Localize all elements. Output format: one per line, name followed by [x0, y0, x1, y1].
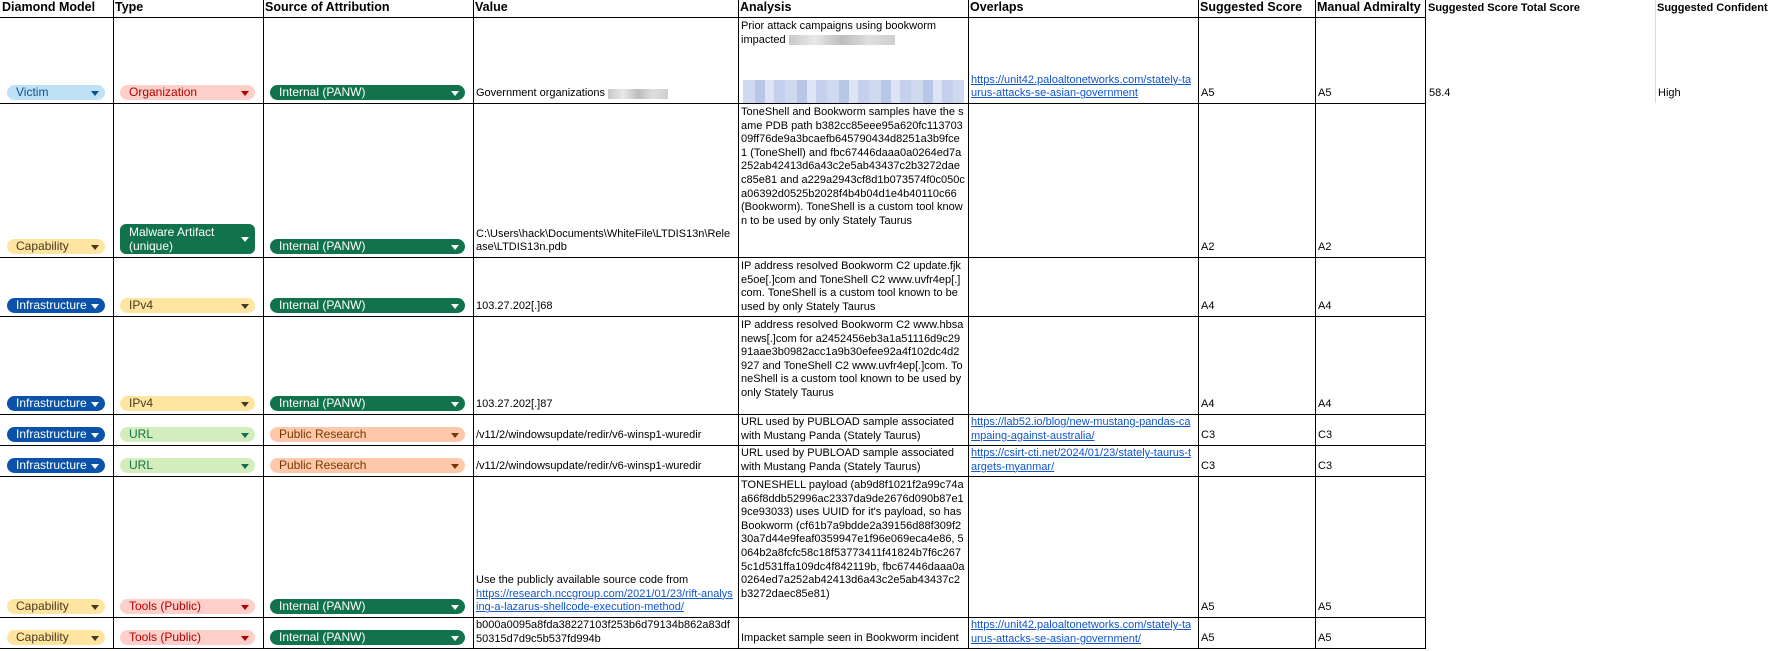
chevron-down-icon — [241, 605, 249, 610]
value-link[interactable]: https://research.nccgroup.com/2021/01/23/rift-analysing-a-lazarus-shellcode-execution-method/ — [476, 587, 733, 614]
chevron-down-icon — [451, 245, 459, 250]
cell-diamond[interactable] — [0, 316, 113, 414]
cell-value[interactable] — [473, 17, 738, 103]
chevron-down-icon — [91, 245, 99, 250]
header-suggested-score[interactable]: Suggested Score — [1200, 0, 1303, 14]
dropdown-label: Capability — [16, 599, 69, 613]
total-text: 58.4 — [1429, 87, 1451, 100]
cell-type[interactable] — [113, 445, 263, 476]
grid-line — [0, 617, 1426, 618]
type-dropdown[interactable] — [120, 630, 255, 645]
header-confidence[interactable]: Suggested Confident — [1657, 2, 1768, 14]
value-text: C:\Users\hack\Documents\WhiteFile\LTDIS13n\Release\LTDIS13n.pdb — [476, 227, 731, 254]
source-dropdown[interactable] — [270, 239, 465, 254]
chevron-down-icon — [451, 304, 459, 309]
dropdown-label: Organization — [129, 85, 198, 99]
analysis-text: TONESHELL payload (ab9d8f1021f2a99c74aa66f8ddb52996ac2337da9de2676d090b87e19ce93033) uses UUID for it's payload, so has Bookworm (cf61b7a9bdde2a39156d88f309f230a7d44e9feaf0359947e1f96e069eca4e86, 5064b2a8fcfc58c18f53773411f41824b7f6c2675c1d531ffa109dc4f842119b, fbc67446daaa0a0264ed7a252ab42413d6a43c2e5ab43437c2b3272daec85e81) — [741, 479, 965, 600]
cell-diamond[interactable] — [0, 617, 113, 648]
cell-value[interactable] — [473, 316, 738, 414]
score-text: A5 — [1201, 87, 1215, 100]
grid-line — [263, 0, 264, 648]
dropdown-label: Internal (PANW) — [279, 599, 366, 613]
score-text: A4 — [1201, 300, 1215, 313]
cell-total[interactable] — [1426, 17, 1655, 103]
dropdown-label: Capability — [16, 239, 69, 253]
cell-diamond[interactable] — [0, 414, 113, 445]
cell-source[interactable] — [263, 414, 473, 445]
admiralty-text: A4 — [1318, 398, 1332, 411]
analysis-text: IP address resolved Bookworm C2 update.fjke5oe[.]com and ToneShell C2 www.uvfr4ep[.]com. ToneShell is a custom tool known to be used by only Stately Taurus — [741, 260, 961, 313]
source-dropdown[interactable] — [270, 427, 465, 442]
dropdown-label: Malware Artifact (unique) — [129, 225, 215, 253]
analysis-text: URL used by PUBLOAD sample associated with Mustang Panda (Stately Taurus) — [741, 416, 954, 442]
chevron-down-icon — [91, 91, 99, 96]
score-text: C3 — [1201, 460, 1216, 473]
score-text: A4 — [1201, 398, 1215, 411]
dropdown-label: Internal (PANW) — [279, 239, 366, 253]
cell-source[interactable] — [263, 17, 473, 103]
cell-score[interactable] — [1198, 476, 1315, 617]
admiralty-text: A2 — [1318, 241, 1332, 254]
analysis-text: Prior attack campaigns using bookworm impacted — [741, 20, 937, 46]
redacted-block — [789, 35, 895, 45]
type-dropdown[interactable] — [120, 396, 255, 411]
dropdown-label: Tools (Public) — [129, 599, 202, 613]
admiralty-text: C3 — [1318, 460, 1333, 473]
dropdown-label: Internal (PANW) — [279, 85, 366, 99]
cell-source[interactable] — [263, 103, 473, 257]
cell-diamond[interactable] — [0, 257, 113, 316]
overlaps-link[interactable]: https://unit42.paloaltonetworks.com/stately-taurus-attacks-se-asian-government — [971, 73, 1192, 100]
type-dropdown[interactable] — [120, 224, 255, 254]
grid-line — [738, 0, 739, 648]
dropdown-label: Internal (PANW) — [279, 396, 366, 410]
dropdown-label: Internal (PANW) — [279, 630, 366, 644]
cell-source[interactable] — [263, 445, 473, 476]
cell-analysis[interactable] — [738, 414, 968, 445]
cell-value[interactable] — [473, 257, 738, 316]
chevron-down-icon — [451, 402, 459, 407]
dropdown-label: Tools (Public) — [129, 630, 202, 644]
cell-admiralty[interactable] — [1315, 414, 1425, 445]
cell-type[interactable] — [113, 476, 263, 617]
grid-line — [0, 476, 1426, 477]
header-type[interactable]: Type — [115, 0, 144, 14]
overlaps-link[interactable]: https://csirt-cti.net/2024/01/23/stately-taurus-targets-myanmar/ — [971, 447, 1192, 473]
chevron-down-icon — [241, 402, 249, 407]
overlaps-link[interactable]: https://unit42.paloaltonetworks.com/stately-taurus-attacks-se-asian-government/ — [971, 619, 1192, 645]
diamond-dropdown[interactable] — [7, 396, 105, 411]
cell-analysis[interactable] — [738, 257, 968, 316]
chevron-down-icon — [451, 91, 459, 96]
source-dropdown[interactable] — [270, 298, 465, 313]
cell-value[interactable] — [473, 103, 738, 257]
cell-admiralty[interactable] — [1315, 617, 1425, 648]
dropdown-label: IPv4 — [129, 396, 154, 410]
grid-line — [0, 648, 1426, 649]
chevron-down-icon — [241, 304, 249, 309]
grid-line — [473, 0, 474, 648]
grid-line — [1655, 0, 1656, 103]
chevron-down-icon — [451, 464, 459, 469]
type-dropdown[interactable] — [120, 298, 255, 313]
confidence-text: High — [1658, 87, 1681, 100]
cell-diamond[interactable] — [0, 17, 113, 103]
cell-value[interactable] — [473, 476, 738, 617]
diamond-dropdown[interactable] — [7, 239, 105, 254]
value-text: b000a0095a8fda38227103f253b6d79134b862a83df50315d7d9c5b537fd994b — [476, 619, 730, 645]
cell-admiralty[interactable] — [1315, 445, 1425, 476]
cell-analysis[interactable] — [738, 445, 968, 476]
type-dropdown[interactable] — [120, 427, 255, 442]
grid-line — [1198, 0, 1199, 648]
cell-score[interactable] — [1198, 316, 1315, 414]
admiralty-text: A5 — [1318, 632, 1332, 645]
dropdown-label: URL — [129, 427, 154, 441]
cell-analysis[interactable] — [738, 17, 968, 103]
cell-score[interactable] — [1198, 257, 1315, 316]
dropdown-label: Public Research — [279, 458, 367, 472]
dropdown-label: Infrastructure — [16, 396, 87, 410]
chevron-down-icon — [241, 433, 249, 438]
cell-score[interactable] — [1198, 445, 1315, 476]
cell-analysis[interactable] — [738, 316, 968, 414]
cell-admiralty[interactable] — [1315, 316, 1425, 414]
header-total-score[interactable]: Suggested Score Total Score — [1428, 2, 1581, 14]
dropdown-label: Capability — [16, 630, 69, 644]
cell-source[interactable] — [263, 316, 473, 414]
header-value[interactable]: Value — [475, 0, 508, 14]
cell-diamond[interactable] — [0, 445, 113, 476]
grid-line — [1315, 0, 1316, 648]
dropdown-label: Infrastructure — [16, 298, 87, 312]
source-dropdown[interactable] — [270, 599, 465, 614]
cell-analysis[interactable] — [738, 617, 968, 648]
chevron-down-icon — [241, 91, 249, 96]
redacted-block — [743, 80, 964, 103]
cell-value[interactable] — [473, 414, 738, 445]
dropdown-label: Infrastructure — [16, 427, 87, 441]
score-text: A5 — [1201, 601, 1215, 614]
diamond-dropdown[interactable] — [7, 85, 105, 100]
source-dropdown[interactable] — [270, 85, 465, 100]
chevron-down-icon — [91, 636, 99, 641]
header-manual-admiralty[interactable]: Manual Admiralty — [1317, 0, 1421, 14]
grid-line — [0, 17, 1426, 18]
dropdown-label: IPv4 — [129, 298, 154, 312]
admiralty-text: A4 — [1318, 300, 1332, 313]
score-text: A2 — [1201, 241, 1215, 254]
cell-source[interactable] — [263, 476, 473, 617]
value-text: 103.27.202[.]68 — [476, 300, 553, 313]
grid-line — [0, 257, 1426, 258]
value-text: 103.27.202[.]87 — [476, 398, 553, 411]
cell-overlaps[interactable] — [968, 414, 1198, 445]
cell-source[interactable] — [263, 617, 473, 648]
value-text: /v11/2/windowsupdate/redir/v6-winsp1-wuredir — [476, 429, 702, 442]
chevron-down-icon — [451, 605, 459, 610]
grid-line — [0, 414, 1426, 415]
cell-type[interactable] — [113, 316, 263, 414]
header-diamond-model[interactable]: Diamond Model — [2, 0, 96, 14]
cell-score[interactable] — [1198, 17, 1315, 103]
cell-analysis[interactable] — [738, 103, 968, 257]
cell-overlaps[interactable] — [968, 617, 1198, 648]
cell-type[interactable] — [113, 257, 263, 316]
diamond-dropdown[interactable] — [7, 630, 105, 645]
grid-line — [968, 0, 969, 648]
dropdown-label: Public Research — [279, 427, 367, 441]
chevron-down-icon — [241, 237, 249, 242]
value-text: Use the publicly available source code from — [476, 574, 689, 587]
header-overlaps[interactable]: Overlaps — [970, 0, 1024, 14]
cell-type[interactable] — [113, 617, 263, 648]
cell-admiralty[interactable] — [1315, 103, 1425, 257]
dropdown-label: Infrastructure — [16, 458, 87, 472]
grid-line — [0, 445, 1426, 446]
chevron-down-icon — [91, 605, 99, 610]
cell-type[interactable] — [113, 103, 263, 257]
chevron-down-icon — [91, 464, 99, 469]
cell-type[interactable] — [113, 17, 263, 103]
header-source[interactable]: Source of Attribution — [265, 0, 390, 14]
source-dropdown[interactable] — [270, 396, 465, 411]
cell-analysis[interactable] — [738, 476, 968, 617]
cell-score[interactable] — [1198, 103, 1315, 257]
cell-confidence[interactable] — [1655, 17, 1775, 103]
cell-score[interactable] — [1198, 617, 1315, 648]
grid-line — [1425, 0, 1426, 648]
redacted-block — [608, 89, 668, 99]
chevron-down-icon — [91, 433, 99, 438]
score-text: A5 — [1201, 632, 1215, 645]
type-dropdown[interactable] — [120, 85, 255, 100]
cell-admiralty[interactable] — [1315, 17, 1425, 103]
admiralty-text: A5 — [1318, 87, 1332, 100]
value-text: /v11/2/windowsupdate/redir/v6-winsp1-wuredir — [476, 460, 702, 473]
analysis-text: ToneShell and Bookworm samples have the same PDB path b382cc85eee95a620fc11370309ff76de9a3bcaefb645790434d8251a3b9fce1 (ToneShell) and fbc67446daaa0a0264ed7a252ab42413d6a43c2e5ab43437c2b3272daec85e81 and a229a2943cf8d1b073574f0c050ca06392d0525b2028f4b4b04d1e4b40110c66 (Bookworm). ToneShell is a custom tool known to be used by only Stately Taurus — [741, 106, 965, 227]
type-dropdown[interactable] — [120, 599, 255, 614]
analysis-text: Impacket sample seen in Bookworm incident — [741, 632, 959, 645]
cell-source[interactable] — [263, 257, 473, 316]
overlaps-link[interactable]: https://lab52.io/blog/new-mustang-pandas-campaing-against-australia/ — [971, 416, 1191, 442]
score-text: C3 — [1201, 429, 1216, 442]
cell-score[interactable] — [1198, 414, 1315, 445]
analysis-text: URL used by PUBLOAD sample associated with Mustang Panda (Stately Taurus) — [741, 447, 954, 473]
admiralty-text: C3 — [1318, 429, 1333, 442]
admiralty-text: A5 — [1318, 601, 1332, 614]
source-dropdown[interactable] — [270, 630, 465, 645]
grid-line — [113, 0, 114, 648]
cell-overlaps[interactable] — [968, 103, 1198, 257]
dropdown-label: URL — [129, 458, 154, 472]
cell-admiralty[interactable] — [1315, 257, 1425, 316]
header-analysis[interactable]: Analysis — [740, 0, 792, 14]
source-dropdown[interactable] — [270, 458, 465, 473]
cell-admiralty[interactable] — [1315, 476, 1425, 617]
cell-type[interactable] — [113, 414, 263, 445]
diamond-dropdown[interactable] — [7, 298, 105, 313]
chevron-down-icon — [241, 636, 249, 641]
cell-overlaps[interactable] — [968, 17, 1198, 103]
dropdown-label: Internal (PANW) — [279, 298, 366, 312]
chevron-down-icon — [451, 636, 459, 641]
grid-line — [0, 103, 1426, 104]
diamond-dropdown[interactable] — [7, 458, 105, 473]
chevron-down-icon — [91, 304, 99, 309]
cell-overlaps[interactable] — [968, 445, 1198, 476]
cell-value[interactable] — [473, 617, 738, 648]
chevron-down-icon — [91, 402, 99, 407]
cell-diamond[interactable] — [0, 103, 113, 257]
chevron-down-icon — [241, 464, 249, 469]
cell-value[interactable] — [473, 445, 738, 476]
chevron-down-icon — [451, 433, 459, 438]
analysis-text: IP address resolved Bookworm C2 www.hbsanews[.]com for a2452456eb3a1a51116d9c2991aae3b0982acc1a9b30efee92a4f102dc4d2927 and ToneShell C2 www.uvfr4ep[.]com. ToneShell is a custom tool known to be used by only Stately Taurus — [741, 319, 964, 399]
type-dropdown[interactable] — [120, 458, 255, 473]
cell-diamond[interactable] — [0, 476, 113, 617]
diamond-dropdown[interactable] — [7, 599, 105, 614]
dropdown-label: Victim — [16, 85, 49, 99]
value-text: Government organizations — [476, 87, 606, 100]
diamond-dropdown[interactable] — [7, 427, 105, 442]
grid-line — [0, 316, 1426, 317]
